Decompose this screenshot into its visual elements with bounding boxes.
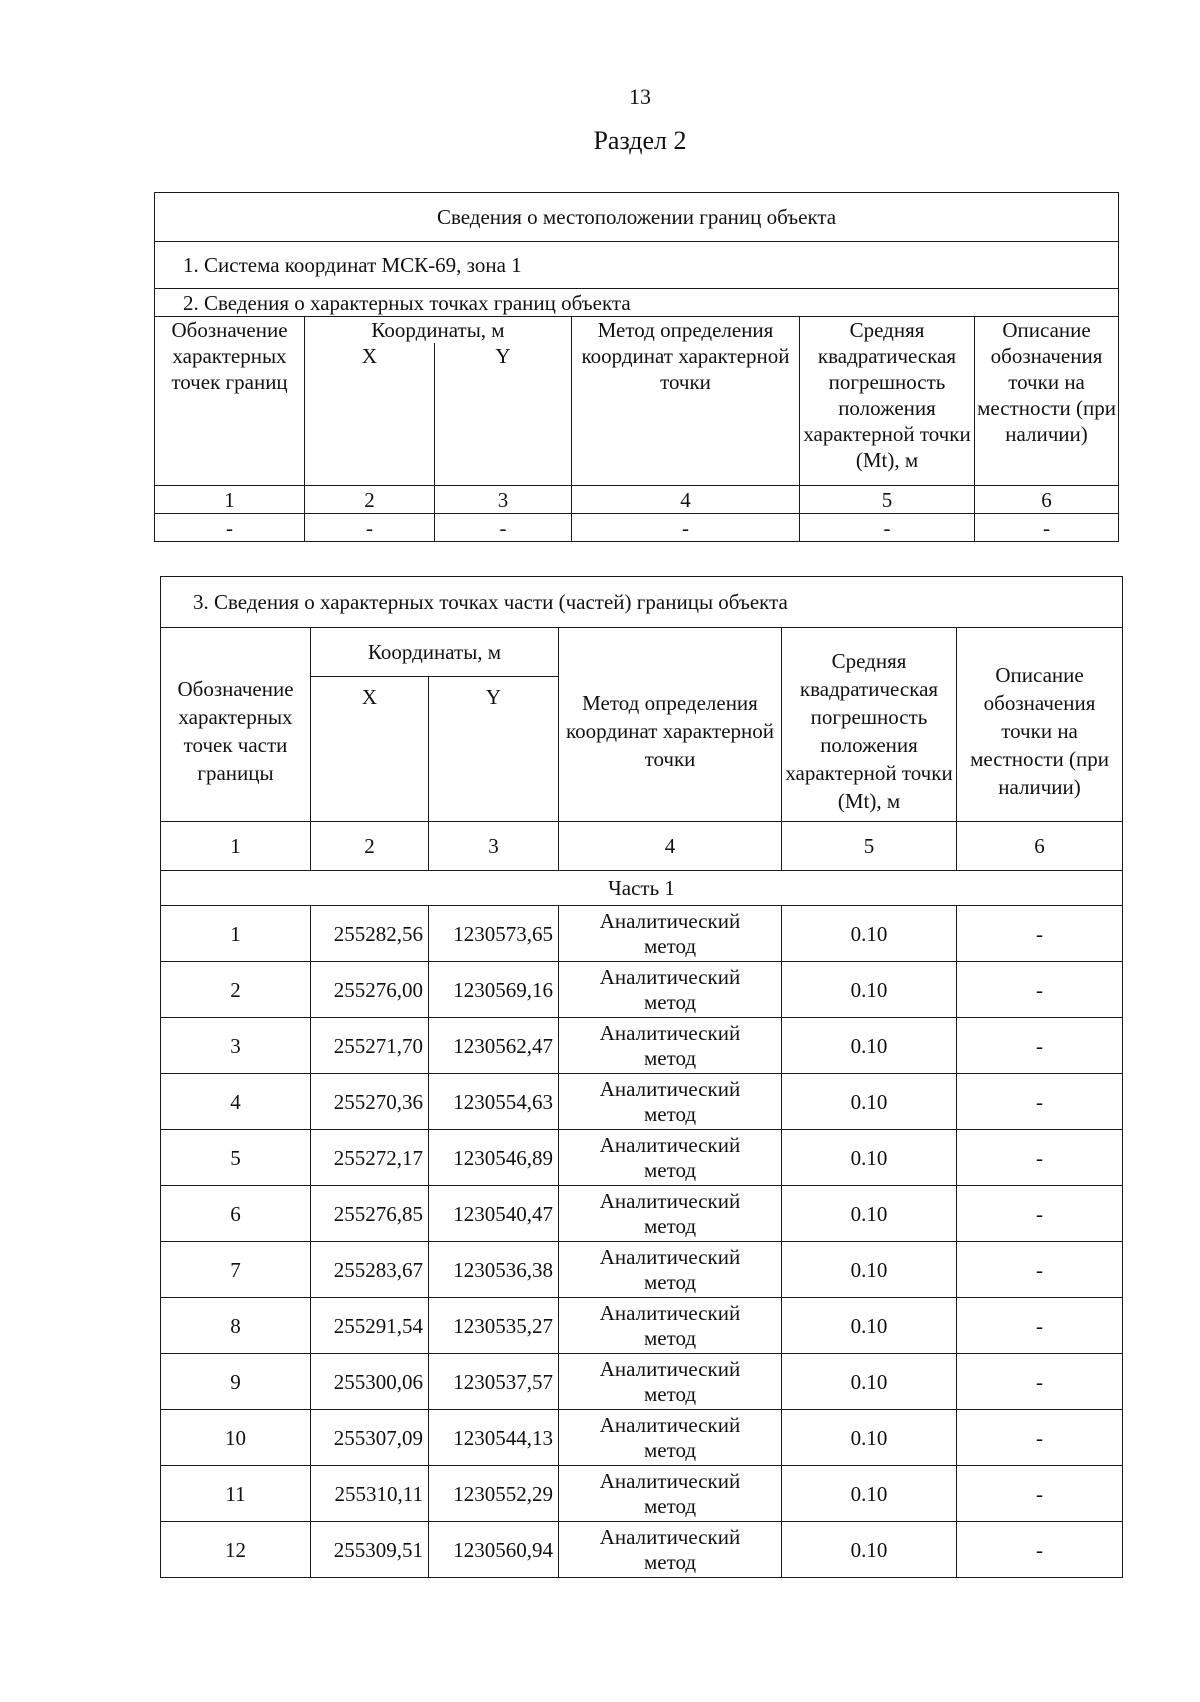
table-row xyxy=(161,1130,1123,1186)
empty-cell: - xyxy=(975,514,1119,542)
table-row xyxy=(161,1522,1123,1578)
method-line: метод xyxy=(643,1157,697,1182)
column-number: 6 xyxy=(975,486,1119,514)
coord-y: 1230535,27 xyxy=(429,1298,559,1354)
column-number: 6 xyxy=(957,822,1123,871)
method-line: Аналитический xyxy=(599,1076,741,1101)
point-number: 7 xyxy=(161,1242,311,1298)
table1-caption: Сведения о местоположении границ объекта xyxy=(155,193,1119,242)
point-description: - xyxy=(957,1298,1123,1354)
point-rows xyxy=(161,906,1123,1578)
coord-x: 255276,85 xyxy=(311,1186,429,1242)
column-number: 1 xyxy=(155,486,305,514)
table-row xyxy=(161,1298,1123,1354)
method-line: Аналитический xyxy=(599,1524,741,1549)
method-cell xyxy=(559,1130,782,1186)
point-number: 8 xyxy=(161,1298,311,1354)
mean-error: 0.10 xyxy=(782,906,957,962)
point-number: 1 xyxy=(161,906,311,962)
points-section-title: 2. Сведения о характерных точках границ объекта xyxy=(155,289,1119,317)
method-line: Аналитический xyxy=(599,964,741,989)
column-number: 2 xyxy=(311,822,429,871)
coord-y: 1230536,38 xyxy=(429,1242,559,1298)
coord-x: 255309,51 xyxy=(311,1522,429,1578)
method-line: Аналитический xyxy=(599,908,741,933)
method-line: метод xyxy=(643,1549,697,1574)
coord-y: 1230569,16 xyxy=(429,962,559,1018)
coord-x: 255307,09 xyxy=(311,1410,429,1466)
table-row xyxy=(161,906,1123,962)
method-line: метод xyxy=(643,989,697,1014)
point-number: 10 xyxy=(161,1410,311,1466)
mean-error: 0.10 xyxy=(782,1466,957,1522)
coord-x: 255282,56 xyxy=(311,906,429,962)
coord-y: 1230554,63 xyxy=(429,1074,559,1130)
point-description: - xyxy=(957,962,1123,1018)
header-mean-error: Средняя квадратическая погрешность положения характерной точки (Mt), м xyxy=(800,317,975,486)
method-line: Аналитический xyxy=(599,1412,741,1437)
point-number: 2 xyxy=(161,962,311,1018)
method-line: Аналитический xyxy=(599,1300,741,1325)
coord-x: 255283,67 xyxy=(311,1242,429,1298)
method-cell xyxy=(559,962,782,1018)
mean-error: 0.10 xyxy=(782,1018,957,1074)
header-description: Описание обозначения точки на местности (при наличии) xyxy=(957,628,1123,822)
column-number: 3 xyxy=(435,486,572,514)
point-description: - xyxy=(957,1074,1123,1130)
coord-x: 255291,54 xyxy=(311,1298,429,1354)
point-description: - xyxy=(957,1242,1123,1298)
method-line: Аналитический xyxy=(599,1132,741,1157)
mean-error: 0.10 xyxy=(782,1354,957,1410)
point-number: 3 xyxy=(161,1018,311,1074)
boundary-table xyxy=(154,192,1119,542)
method-line: метод xyxy=(643,1437,697,1462)
table-row xyxy=(161,1186,1123,1242)
table-row xyxy=(161,1410,1123,1466)
point-description: - xyxy=(957,906,1123,962)
header-y: Y xyxy=(429,677,559,822)
empty-cell: - xyxy=(435,514,572,542)
method-cell xyxy=(559,1410,782,1466)
point-description: - xyxy=(957,1466,1123,1522)
table-row xyxy=(161,1466,1123,1522)
column-number: 5 xyxy=(800,486,975,514)
empty-cell: - xyxy=(155,514,305,542)
header-method: Метод определения координат характерной точки xyxy=(559,628,782,822)
mean-error: 0.10 xyxy=(782,1242,957,1298)
empty-cell: - xyxy=(572,514,800,542)
table2-title: 3. Сведения о характерных точках части (частей) границы объекта xyxy=(161,577,1123,628)
table-row xyxy=(161,1074,1123,1130)
coord-y: 1230546,89 xyxy=(429,1130,559,1186)
point-description: - xyxy=(957,1018,1123,1074)
table-row xyxy=(161,1354,1123,1410)
coord-x: 255270,36 xyxy=(311,1074,429,1130)
method-line: Аналитический xyxy=(599,1468,741,1493)
point-number: 5 xyxy=(161,1130,311,1186)
empty-cell: - xyxy=(305,514,435,542)
column-number: 4 xyxy=(572,486,800,514)
column-number: 3 xyxy=(429,822,559,871)
point-description: - xyxy=(957,1130,1123,1186)
part-boundary-table xyxy=(160,576,1123,1578)
method-cell xyxy=(559,1074,782,1130)
coord-y: 1230540,47 xyxy=(429,1186,559,1242)
coord-x: 255276,00 xyxy=(311,962,429,1018)
column-number: 2 xyxy=(305,486,435,514)
section-title: Раздел 2 xyxy=(593,126,687,155)
header-x: X xyxy=(311,677,429,822)
point-description: - xyxy=(957,1410,1123,1466)
method-line: Аналитический xyxy=(599,1244,741,1269)
method-line: Аналитический xyxy=(599,1356,741,1381)
method-cell xyxy=(559,1242,782,1298)
page-number: 13 xyxy=(629,84,651,109)
column-number: 4 xyxy=(559,822,782,871)
header-point-designation: Обозначение характерных точек границ xyxy=(155,317,305,486)
method-cell xyxy=(559,906,782,962)
method-cell xyxy=(559,1186,782,1242)
method-line: метод xyxy=(643,1045,697,1070)
method-line: Аналитический xyxy=(599,1188,741,1213)
method-line: метод xyxy=(643,933,697,958)
point-description: - xyxy=(957,1354,1123,1410)
coord-y: 1230562,47 xyxy=(429,1018,559,1074)
coord-x: 255272,17 xyxy=(311,1130,429,1186)
method-cell xyxy=(559,1522,782,1578)
mean-error: 0.10 xyxy=(782,1522,957,1578)
coord-x: 255310,11 xyxy=(311,1466,429,1522)
method-line: Аналитический xyxy=(599,1020,741,1045)
table-row xyxy=(161,1018,1123,1074)
method-line: метод xyxy=(643,1381,697,1406)
coordinate-system: 1. Система координат МСК-69, зона 1 xyxy=(155,242,1119,289)
header-point-designation: Обозначение характерных точек части границы xyxy=(161,628,311,822)
method-line: метод xyxy=(643,1101,697,1126)
method-cell xyxy=(559,1354,782,1410)
table-row xyxy=(161,1242,1123,1298)
method-line: метод xyxy=(643,1493,697,1518)
header-coordinates: Координаты, м xyxy=(311,628,559,677)
table-row xyxy=(161,962,1123,1018)
coord-y: 1230560,94 xyxy=(429,1522,559,1578)
method-cell xyxy=(559,1298,782,1354)
mean-error: 0.10 xyxy=(782,1410,957,1466)
part-label: Часть 1 xyxy=(161,871,1123,906)
empty-cell: - xyxy=(800,514,975,542)
header-mean-error: Средняя квадратическая погрешность положения характерной точки (Mt), м xyxy=(782,628,957,822)
mean-error: 0.10 xyxy=(782,1074,957,1130)
coord-x: 255271,70 xyxy=(311,1018,429,1074)
method-line: метод xyxy=(643,1325,697,1350)
mean-error: 0.10 xyxy=(782,1298,957,1354)
point-number: 9 xyxy=(161,1354,311,1410)
header-description: Описание обозначения точки на местности (при наличии) xyxy=(975,317,1119,486)
point-number: 4 xyxy=(161,1074,311,1130)
header-coordinates: Координаты, м xyxy=(305,317,572,344)
header-method: Метод определения координат характерной точки xyxy=(572,317,800,486)
column-number: 1 xyxy=(161,822,311,871)
mean-error: 0.10 xyxy=(782,962,957,1018)
method-cell xyxy=(559,1018,782,1074)
point-number: 12 xyxy=(161,1522,311,1578)
method-line: метод xyxy=(643,1269,697,1294)
mean-error: 0.10 xyxy=(782,1130,957,1186)
mean-error: 0.10 xyxy=(782,1186,957,1242)
point-description: - xyxy=(957,1186,1123,1242)
point-number: 6 xyxy=(161,1186,311,1242)
header-y: Y xyxy=(435,343,572,486)
method-cell xyxy=(559,1466,782,1522)
coord-y: 1230544,13 xyxy=(429,1410,559,1466)
coord-x: 255300,06 xyxy=(311,1354,429,1410)
header-x: X xyxy=(305,343,435,486)
method-line: метод xyxy=(643,1213,697,1238)
coord-y: 1230537,57 xyxy=(429,1354,559,1410)
coord-y: 1230573,65 xyxy=(429,906,559,962)
coord-y: 1230552,29 xyxy=(429,1466,559,1522)
point-description: - xyxy=(957,1522,1123,1578)
point-number: 11 xyxy=(161,1466,311,1522)
column-number: 5 xyxy=(782,822,957,871)
